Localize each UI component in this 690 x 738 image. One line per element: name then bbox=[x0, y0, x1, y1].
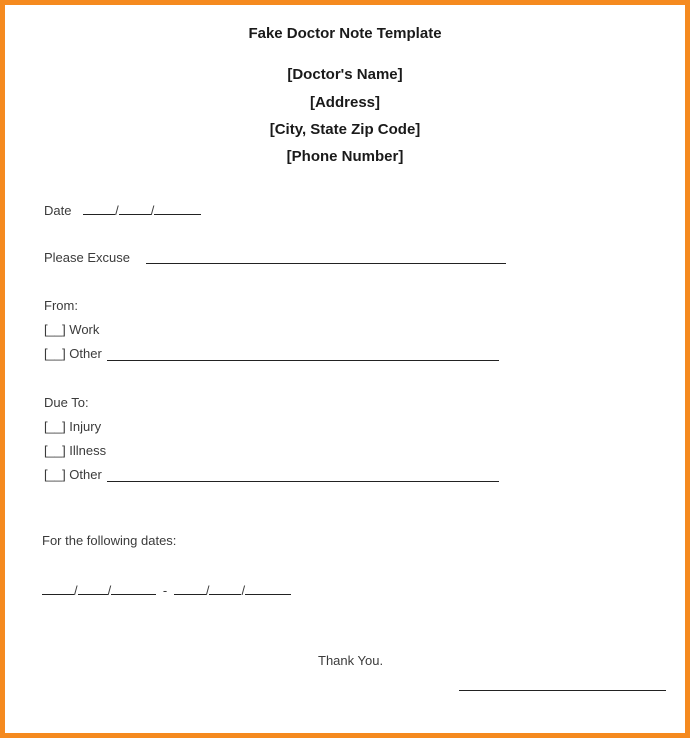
signature-line[interactable] bbox=[459, 690, 666, 691]
document-title: Fake Doctor Note Template bbox=[248, 25, 442, 42]
date-separator: / bbox=[205, 583, 210, 598]
due-other-blank[interactable] bbox=[107, 481, 499, 482]
city-state-zip-placeholder: [City, State Zip Code] bbox=[269, 121, 421, 138]
date-separator: / bbox=[74, 583, 78, 598]
from-option-other[interactable]: [__] Other bbox=[44, 346, 102, 361]
end-day-blank[interactable] bbox=[209, 582, 241, 595]
from-other-blank[interactable] bbox=[107, 360, 499, 361]
phone-placeholder: [Phone Number] bbox=[286, 148, 404, 165]
from-option-work[interactable]: [__] Work bbox=[44, 322, 100, 337]
range-separator: - bbox=[162, 583, 168, 598]
doctor-name-placeholder: [Doctor's Name] bbox=[287, 66, 403, 83]
from-label: From: bbox=[44, 298, 78, 313]
excuse-label: Please Excuse bbox=[44, 250, 130, 265]
date-separator: / bbox=[115, 203, 119, 218]
start-day-blank[interactable] bbox=[78, 582, 108, 595]
address-placeholder: [Address] bbox=[309, 94, 380, 111]
due-option-other[interactable]: [__] Other bbox=[44, 467, 102, 482]
excuse-name-blank[interactable] bbox=[146, 263, 506, 264]
following-dates-label: For the following dates: bbox=[42, 533, 177, 548]
due-option-illness[interactable]: [__] Illness bbox=[44, 443, 107, 458]
date-separator: / bbox=[241, 583, 246, 598]
end-year-blank[interactable] bbox=[245, 582, 291, 595]
end-month-blank[interactable] bbox=[174, 582, 206, 595]
start-year-blank[interactable] bbox=[111, 582, 156, 595]
start-month-blank[interactable] bbox=[42, 582, 74, 595]
due-to-label: Due To: bbox=[44, 395, 89, 410]
closing-text: Thank You. bbox=[318, 653, 384, 668]
date-separator: / bbox=[107, 583, 112, 598]
due-option-injury[interactable]: [__] Injury bbox=[44, 419, 102, 434]
date-day-blank[interactable] bbox=[119, 202, 151, 215]
date-month-blank[interactable] bbox=[83, 202, 115, 215]
date-separator: / bbox=[150, 203, 155, 218]
date-range-row bbox=[42, 582, 291, 598]
date-row bbox=[44, 202, 201, 218]
date-label: Date bbox=[44, 203, 72, 218]
date-year-blank[interactable] bbox=[154, 202, 201, 215]
